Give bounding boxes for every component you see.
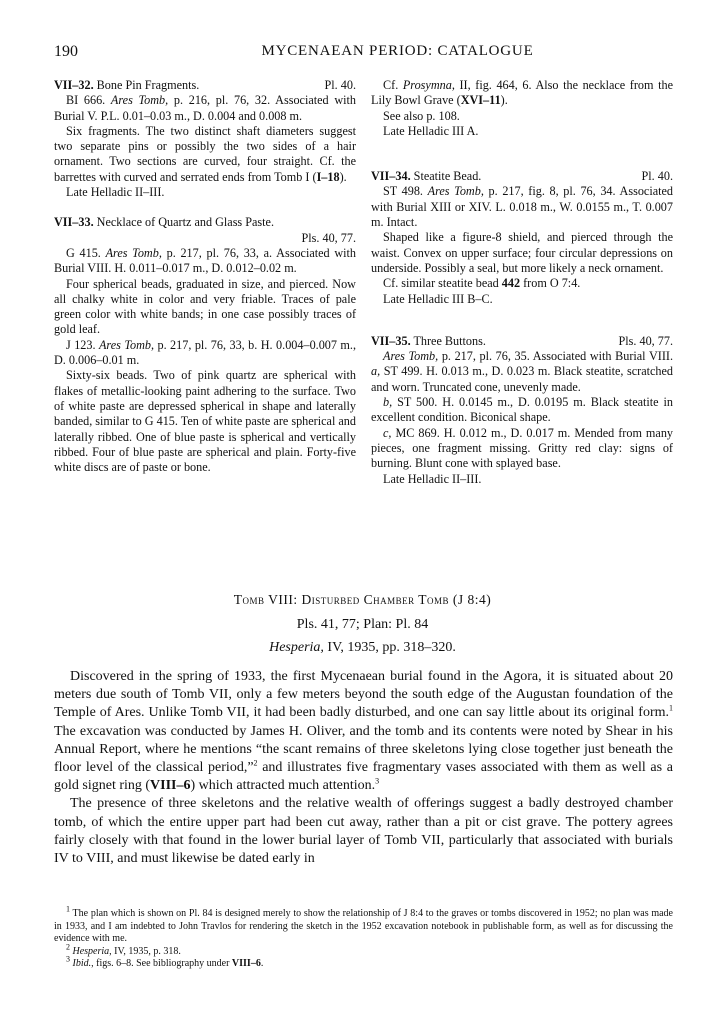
entry-paragraph: Sixty-six beads. Two of pink quartz are spherical with flakes of metallic-looking paint adhering to the surface. Two of white paste are depressed spherical in shape and laterally banded, similar to G 415. Ten of white paste are spherical and laterally ribbed. One of blue paste is spherical and vertically ribbed. Four of blue paste are spherical and plain. Forty-five white discs are of paste or bone. [54,368,356,475]
entry-paragraph: Shaped like a figure-8 shield, and pierced through the waist. Convex on upper surface; four circular depressions on underside. Possibly a seal, but more likely a neck ornament. [371,230,673,275]
entry-paragraph: ST 498. Ares Tomb, p. 217, fig. 8, pl. 76, 34. Associated with Burial XIII or XIV. L. 0.018 m., W. 0.0155 m., T. 0.007 m. Intact. [371,184,674,230]
footnote: $^1$ The plan which is shown on Pl. 84 is designed merely to show the relationship of J 8:4 to the graves or tombs discovered in 1952; no plan was made in 1933, and I am indebted to John Travlos for rendering the sketch in the 1952 excavation notebook in publishable form, as well as for discussing the evidence with me. [54,904,673,945]
left-column [54,78,356,475]
entry-paragraph: Ares Tomb, p. 217, pl. 76, 35. Associated with Burial VIII. a, ST 499. H. 0.013 m., D. 0.023 m. Black steatite, scratched and worn. Truncated cone, unevenly made. [371,349,674,394]
footnote-ref[interactable]: 3 [375,776,380,786]
body-paragraph: Discovered in the spring of 1933, the first Mycenaean burial found in the Agora, it is situated about 20 meters due south of Tomb VII, only a few meters beyond the south edge of the Augustan foundation of the Temple of Ares. Unlike Tomb VII, it had been badly disturbed, and one can say little about its original form.$^1$ The excavation was conducted by James H. Oliver, and the tomb and its contents were noted by Shear in his Annual Report, where he mentions “the scant remains of three skeletons lying close together just beneath the floor level of the classical period,”$^2$ and illustrates five fragmentary vases associated with them as well as a gold signet ring (VIII–6) which attracted much attention.$^3$ [54,669,673,794]
entry-plates: Pl. 40. [324,78,356,92]
entry-paragraph: Six fragments. The two distinct shaft diameters suggest two separate pins or possibly the two sides of a hair ornament. Two sections are curved, four straight. Cf. the barrettes with curved and serrated ends from Tomb I (I–18). [54,123,356,184]
entry-paragraph: b, ST 500. H. 0.0145 m., D. 0.0195 m. Black steatite in excellent condition. Biconical shape. [371,395,673,425]
page-number: 190 [54,43,78,60]
entry-plates: Pls. 40, 77. [301,230,356,245]
entry-date: Late Helladic II–III. [66,185,165,200]
footnote-ref[interactable]: 2 [253,758,258,768]
entry-heading [54,215,356,230]
entry-paragraph: See also p. 108. [383,108,460,123]
entry-paragraph: Four spherical beads, graduated in size, and pierced. Now all chalky white in color and very friable. Traces of pale green color with white bands; in one case possibly traces of gold leaf. [54,276,356,337]
entry-title: Bone Pin Fragments. [96,78,200,92]
entry-number: VII–33. [54,215,94,230]
entry-title: Steatite Bead. [413,169,482,184]
entry-heading [371,169,673,184]
entry-paragraph: J 123. Ares Tomb, p. 217, pl. 76, 33, b. H. 0.004–0.007 m., D. 0.006–0.01 m. [54,337,357,368]
entry-date: Late Helladic III A. [383,123,479,138]
entry-paragraph: BI 666. Ares Tomb, p. 216, pl. 76, 32. Associated with Burial V. P.L. 0.01–0.03 m., D. 0.004 and 0.008 m. [54,93,357,123]
entry-title: Three Buttons. [413,333,486,348]
entry-plates: Pl. 40. [641,169,673,184]
entry-paragraph: G 415. Ares Tomb, p. 217, pl. 76, 33, a. Associated with Burial VIII. H. 0.011–0.017 m., D. 0.012–0.02 m. [54,245,357,276]
body-paragraph: The presence of three skeletons and the relative wealth of offerings suggest a badly destroyed chamber tomb, of which the entire upper part had been cut away, rather than a pit or cist grave. The pottery agrees fairly closely with that found in the lower burial layer of Tomb VII, particularly that associated with burials IV to VIII, and must likewise be dated early in [54,796,673,867]
entry-paragraph: Cf. similar steatite bead 442 from O 7:4. [383,276,581,291]
entry-plates: Pls. 40, 77. [618,333,673,348]
right-column [371,78,673,487]
entry-number: VII–34. [371,169,411,184]
entry-heading [371,334,673,349]
section-title: Tomb VIII: Disturbed Chamber Tomb (J 8:4) [233,592,492,607]
entry-date: Late Helladic II–III. [383,471,482,486]
section-plates: Pls. 41, 77; Plan: Pl. 84 [296,617,429,632]
footnote: $^3$ Ibid., figs. 6–8. See bibliography under VIII–6. [66,955,264,970]
footnotes [54,904,673,971]
footnote: $^2$ Hesperia, IV, 1935, p. 318. [66,942,181,957]
body-text [54,668,673,868]
entry-paragraph: c, MC 869. H. 0.012 m., D. 0.017 m. Mended from many pieces, one fragment missing. Gritty red clay: signs of burning. Blunt cone with splayed base. [371,425,674,471]
section-reference: Hesperia, IV, 1935, pp. 318–320. [269,640,456,655]
entry-paragraph: Cf. Prosymna, II, fig. 464, 6. Also the necklace from the Lily Bowl Grave (XVI–11). [371,78,673,108]
footnote-ref[interactable]: 1 [669,703,673,713]
entry-heading [54,78,356,93]
entry-title: Necklace of Quartz and Glass Paste. [96,215,274,230]
entry-date: Late Helladic III B–C. [383,291,493,306]
entry-number: VII–35. [371,333,411,348]
entry-number: VII–32. [54,78,94,92]
running-head: MYCENAEAN PERIOD: CATALOGUE [261,43,534,59]
